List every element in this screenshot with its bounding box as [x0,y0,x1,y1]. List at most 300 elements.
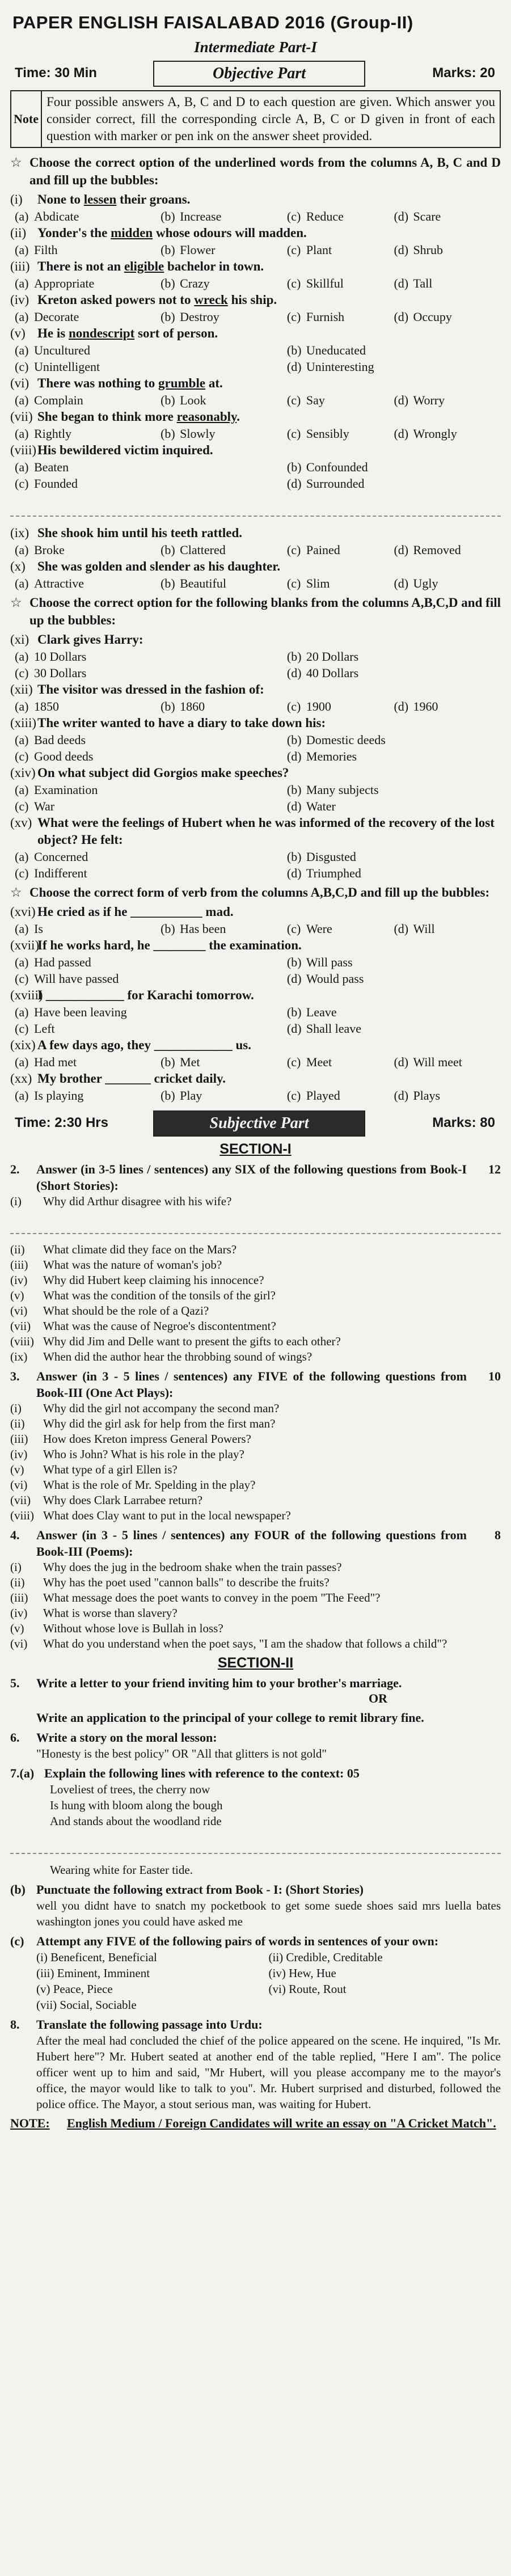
mcq-stem [10,1037,501,1054]
mcq-options [10,542,501,558]
option-text: Shall leave [306,1021,362,1036]
option-text: Founded [34,476,78,491]
mcq-options [10,848,501,881]
mcq-option [394,309,501,325]
option-text: Tall [413,276,433,290]
option-text: 1860 [180,699,205,713]
short-question [10,1477,501,1493]
option-text: Play [180,1088,202,1103]
mcq-item [10,325,501,375]
mcq-option [394,542,501,558]
mcq-item [10,558,501,592]
option-text: Domestic deeds [306,733,386,747]
mcq-option [287,275,394,292]
mcq-options [10,1087,501,1104]
mcq-question [37,681,501,698]
directive-text: Choose the correct form of verb from the columns A,B,C,D and fill up the bubbles: [29,885,490,900]
subjective-marks: Marks: 80 [432,1115,495,1130]
option-text: Attractive [34,576,84,590]
option-text: Slim [306,576,330,590]
option-letter: (d) [286,666,302,680]
mcq-item [10,631,501,681]
option-letter: (d) [394,393,409,407]
option-text: Shrub [413,243,443,257]
option-text: Beautiful [180,576,226,590]
or-label: OR [369,1691,387,1705]
question-text: Attempt any FIVE of the following pairs of words in sentences of your own: [36,1934,439,1948]
question-8 [10,2016,501,2033]
option-text: Furnish [306,310,345,324]
mcq-option [15,782,287,798]
mcq-option [161,242,287,258]
short-question-text: Why did Jim and Delle want to present the gifts to each other? [43,1335,341,1348]
mcq-option [287,392,394,408]
option-text: Sensibly [306,426,349,441]
mcq-option [161,542,287,558]
mcq-question [37,937,501,954]
option-text: Plays [413,1088,441,1103]
option-text: 10 Dollars [34,649,87,664]
mcq-question-post: at. [205,376,223,390]
mcq-option [287,1054,394,1070]
option-text: Clattered [180,543,226,557]
option-letter: (d) [394,426,409,441]
option-letter: (d) [394,310,409,324]
short-question [10,1560,501,1575]
mcq-question [37,715,501,732]
mcq-number: (xvi) [10,905,36,919]
option-letter: (d) [394,276,409,290]
question-number: 8. [10,2017,20,2032]
short-question-text: Why did the girl ask for help from the first man? [43,1417,276,1430]
mcq-stem [10,191,501,208]
subjective-time: Time: 2:30 Hrs [15,1115,108,1130]
paper-subtitle: Intermediate Part-I [194,39,317,56]
word-pair: (ii) Credible, Creditable [268,1950,383,1964]
mcq-option [394,275,501,292]
short-question [10,1621,501,1636]
poem-line: Is hung with bloom along the bough [50,1798,223,1812]
option-letter: (a) [15,850,29,864]
option-letter: (d) [394,922,409,936]
option-letter: (d) [286,1021,302,1036]
short-question-number: (i) [10,1401,22,1415]
mcq-option [287,1020,501,1037]
mcq-option [15,732,287,748]
mcq-option [15,575,161,592]
mcq-stem [10,225,501,242]
short-question [10,1606,501,1621]
short-question-text: What type of a girl Ellen is? [43,1463,178,1476]
mcq-option [15,542,161,558]
option-letter: (a) [15,576,29,590]
option-letter: (b) [161,276,175,290]
directive [10,154,501,189]
option-letter: (a) [15,955,29,969]
mcq-question-post: their groans. [116,192,191,206]
page-break-divider [10,1211,501,1234]
objective-header [10,60,501,88]
mcq-option [287,358,501,375]
option-text: Occupy [413,310,452,324]
mcq-item [10,292,501,325]
option-text: Uneducated [306,343,366,357]
mcq-item [10,375,501,408]
mcq-group [10,325,501,375]
mcq-question [37,1070,501,1087]
option-letter: (c) [286,243,301,257]
option-text: Say [306,393,325,407]
option-letter: (b) [161,310,175,324]
underlined-word: lessen [83,192,117,206]
short-question-number: (viii) [10,1335,34,1348]
mcq-option [15,920,161,937]
mcq-option [287,782,501,798]
mcq-question-post: bachelor in town. [164,259,264,273]
mcq-item [10,987,501,1037]
option-text: Crazy [180,276,210,290]
question-text: Answer (in 3-5 lines / sentences) any SIX of the following questions from Book-I (Short Stories): [36,1162,467,1193]
option-letter: (d) [394,209,409,223]
option-text: Slowly [180,426,216,441]
mcq-option [287,954,501,970]
mcq-option [15,1004,287,1020]
mcq-option [287,920,394,937]
paper-title: PAPER ENGLISH FAISALABAD 2016 (Group-II) [12,12,413,32]
short-question-number: (iv) [10,1273,28,1287]
option-text: Will [413,922,435,936]
mcq-option [161,309,287,325]
mcq-question-pre: She was golden and slender as his daughter. [37,559,281,573]
mcq-item [10,408,501,442]
mcq-item [10,937,501,987]
mcq-question-pre: Clark gives Harry: [37,632,143,647]
mcq-number: (x) [10,559,26,573]
mcq-question-post: . [237,409,240,424]
short-question-text: How does Kreton impress General Powers? [43,1432,251,1446]
mcq-stem [10,558,501,575]
word-pairs [10,1949,501,2013]
short-question-number: (vi) [10,1637,28,1650]
short-question-number: (v) [10,1463,24,1476]
mcq-group [10,191,501,325]
short-question-text: What does Clay want to put in the local newspaper? [43,1509,291,1522]
mcq-question-pre: She began to think more [37,409,177,424]
mcq-stem [10,292,501,309]
mcq-option [287,425,394,442]
option-text: Many subjects [306,783,379,797]
mcq-option [161,275,287,292]
underlined-word: reasonably [176,409,237,424]
option-letter: (c) [15,1021,29,1036]
short-question-text: What was the nature of woman's job? [43,1258,222,1272]
option-letter: (c) [286,209,301,223]
mcq-question [37,765,501,782]
mcq-option [15,1087,161,1104]
question-text: Translate the following passage into Urdu: [36,2017,263,2032]
option-text: Complain [34,393,83,407]
mcq-option [287,648,501,665]
mcq-number: (xviii) [10,988,43,1002]
mcq-option [15,865,287,881]
mcq-stem [10,1070,501,1087]
short-question-text: What climate did they face on the Mars? [43,1243,237,1256]
mcq-option [394,1054,501,1070]
directive-text: Choose the correct option of the underlined words from the columns A, B, C and D and fill up the bubbles: [29,155,501,187]
option-letter: (b) [286,733,302,747]
short-question [10,1319,501,1334]
option-text: Abdicate [34,209,79,223]
mcq-number: (xx) [10,1071,32,1086]
mcq-question [37,375,501,392]
question-text: Answer (in 3 - 5 lines / sentences) any FIVE of the following questions from Book-III (One Act Plays): [36,1369,467,1400]
mcq-question [37,442,501,459]
short-question-text: What do you understand when the poet says, "I am the shadow that follows a child"? [43,1637,447,1650]
directive-text: Choose the correct option for the following blanks from the columns A,B,C,D and fill up the bubbles: [29,596,501,627]
mcq-number: (vii) [10,409,33,424]
question-5 [10,1675,501,1691]
short-question [10,1288,501,1303]
short-question-text: Why did the girl not accompany the second man? [43,1401,280,1415]
mcq-question [37,292,501,309]
mcq-options [10,342,501,375]
option-text: Confounded [306,460,368,474]
mcq-group [10,715,501,881]
mcq-option [161,392,287,408]
mcq-number: (vi) [10,376,29,390]
option-letter: (b) [161,576,175,590]
mcq-option [15,1054,161,1070]
mcq-question-pre: Yonder's the [37,226,111,240]
option-letter: (d) [286,972,302,986]
option-letter: (a) [15,460,29,474]
mcq-question-pre: The visitor was dressed in the fashion of: [37,682,264,696]
option-text: Played [306,1088,340,1103]
option-letter: (c) [15,972,29,986]
option-text: Have been leaving [34,1005,127,1019]
question-text: Answer (in 3 - 5 lines / sentences) any FOUR of the following questions from Book-III (Poems): [36,1528,467,1559]
short-question [10,1508,501,1523]
question-header [10,1161,501,1194]
objective-marks: Marks: 20 [432,65,495,81]
mcq-option [15,1020,287,1037]
mcq-option [15,475,287,492]
option-text: Will meet [413,1055,462,1069]
short-question-number: (iii) [10,1258,28,1272]
option-text: Would pass [306,972,364,986]
mcq-option [15,748,287,765]
mcq-option [15,342,287,358]
note-label: Note [11,91,42,147]
subjective-header [10,1109,501,1138]
option-letter: (c) [15,749,29,763]
option-letter: (a) [15,276,29,290]
mcq-option [287,748,501,765]
option-letter: (a) [15,922,29,936]
short-question-number: (ix) [10,1350,28,1363]
short-question [10,1493,501,1508]
mcq-question-pre: There was nothing to [37,376,158,390]
option-text: Destroy [180,310,219,324]
mcq-item [10,525,501,558]
mcq-option [161,920,287,937]
option-letter: (a) [15,209,29,223]
subjective-part-label: Subjective Part [153,1110,365,1137]
option-letter: (c) [286,426,301,441]
question-block [10,1161,501,1365]
option-letter: (d) [394,543,409,557]
mcq-option [287,342,501,358]
mcq-question-post: his ship. [227,293,277,307]
short-question [10,1194,501,1209]
mcq-item [10,765,501,814]
mcq-option [15,848,287,865]
mcq-stem [10,525,501,542]
option-text: 40 Dollars [306,666,359,680]
short-question [10,1257,501,1273]
mcq-options [10,208,501,225]
option-text: Uncultured [34,343,90,357]
question-7b [10,1881,501,1898]
mcq-number: (xi) [10,632,29,647]
page-break-divider [10,494,501,517]
mcq-option [287,575,394,592]
mcq-stem [10,937,501,954]
mcq-options [10,309,501,325]
option-letter: (b) [161,699,175,713]
mcq-option [287,542,394,558]
mcq-question-pre: He is [37,326,69,340]
mcq-question-pre: I ____________ for Karachi tomorrow. [37,988,254,1002]
option-text: 1850 [34,699,59,713]
question-7c [10,1933,501,1949]
star-icon: ☆ [10,885,22,900]
mcq-stem [10,258,501,275]
mcq-question-pre: My brother _______ cricket daily. [37,1071,226,1086]
option-letter: (d) [286,866,302,880]
question-number: 4. [10,1528,20,1542]
mcq-option [161,425,287,442]
poem-line: Wearing white for Easter tide. [50,1863,193,1877]
question-marks: 10 [488,1369,501,1383]
mcq-stem [10,715,501,732]
short-question-number: (iv) [10,1447,28,1461]
mcq-stem [10,408,501,425]
mcq-number: (xii) [10,682,33,696]
option-text: Pained [306,543,340,557]
mcq-option [161,698,287,715]
mcq-option [287,309,394,325]
mcq-option [161,208,287,225]
mcq-question [37,558,501,575]
short-question-number: (i) [10,1560,22,1574]
short-question-text: What was the cause of Negroe's discontentment? [43,1319,276,1333]
mcq-question [37,325,501,342]
option-text: Filth [34,243,58,257]
mcq-option [394,575,501,592]
option-letter: (a) [15,649,29,664]
option-letter: (a) [15,1088,29,1103]
option-letter: (c) [286,1055,301,1069]
directive [10,884,501,901]
mcq-stem [10,987,501,1004]
short-question-number: (vi) [10,1304,28,1317]
option-text: Will have passed [34,972,119,986]
short-question-text: What was the condition of the tonsils of the girl? [43,1289,276,1302]
short-question-number: (vii) [10,1319,31,1333]
mcq-question-pre: She shook him until his teeth rattled. [37,526,243,540]
mcq-number: (xvii) [10,938,40,952]
word-pair: (iv) Hew, Hue [268,1966,336,1980]
option-text: Wrongly [413,426,457,441]
option-text: Met [180,1055,200,1069]
mcq-question [37,987,501,1004]
question-number: (b) [10,1882,26,1897]
mcq-question [37,1037,501,1054]
mcq-number: (viii) [10,443,36,457]
mcq-option [394,242,501,258]
option-text: Left [34,1021,55,1036]
option-letter: (d) [286,476,302,491]
poem-lines [10,1781,501,1878]
option-text: Skillful [306,276,344,290]
mcq-number: (v) [10,326,26,340]
mcq-number: (xv) [10,816,32,830]
option-text: 20 Dollars [306,649,359,664]
underlined-word: nondescript [68,326,135,340]
short-question-number: (viii) [10,1509,34,1522]
option-text: Were [306,922,332,936]
option-text: War [34,799,55,813]
mcq-stem [10,375,501,392]
option-letter: (a) [15,733,29,747]
footnote [10,2115,501,2131]
option-text: Scare [413,209,441,223]
mcq-group [10,937,501,1037]
mcq-option [287,1087,394,1104]
option-letter: (c) [286,393,301,407]
short-question [10,1242,501,1257]
punctuation-extract: well you didnt have to snatch my pocketbook to get some suede shoes said mrs luella bates washington jones you could have asked me [36,1899,501,1928]
option-letter: (c) [286,699,301,713]
short-question [10,1462,501,1477]
question-text: Punctuate the following extract from Book - I: (Short Stories) [36,1882,364,1897]
mcq-option [15,665,287,681]
mcq-question [37,225,501,242]
mcq-group [10,375,501,442]
question-marks: 12 [488,1162,501,1176]
option-text: Indifferent [34,866,87,880]
option-letter: (b) [161,209,175,223]
short-question [10,1590,501,1606]
option-text: 1960 [413,699,438,713]
option-letter: (c) [286,310,301,324]
mcq-option [15,954,287,970]
mcq-item [10,814,501,881]
mcq-option [394,208,501,225]
word-pair: (vi) Route, Rout [268,1982,347,1996]
option-letter: (d) [394,699,409,713]
mcq-item [10,681,501,715]
mcq-option [394,698,501,715]
mcq-options [10,648,501,681]
question-marks: 8 [495,1528,501,1542]
story-options: "Honesty is the best policy" OR "All that glitters is not gold" [36,1747,327,1760]
star-icon: ☆ [10,596,22,610]
mcq-option [161,1087,287,1104]
question-number: (c) [10,1934,24,1948]
mcq-options [10,459,501,492]
